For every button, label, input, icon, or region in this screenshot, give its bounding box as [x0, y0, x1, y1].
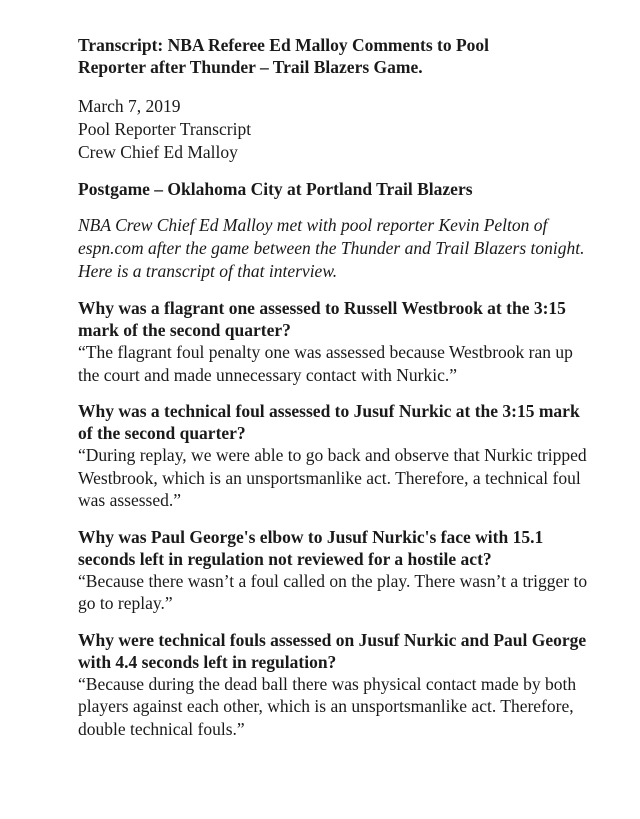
transcript-date: March 7, 2019 — [78, 96, 181, 116]
crew-chief-name: Crew Chief Ed Malloy — [78, 142, 238, 162]
question-text: Why were technical fouls assessed on Jusuf Nurkic and Paul George with 4.4 seconds left in regulation? — [78, 629, 587, 672]
game-subhead: Postgame – Oklahoma City at Portland Trail Blazers — [78, 179, 473, 199]
transcript-page — [78, 34, 598, 754]
question-text: Why was a technical foul assessed to Jusuf Nurkic at the 3:15 mark of the second quarter? — [78, 401, 580, 443]
intro-paragraph: NBA Crew Chief Ed Malloy met with pool reporter Kevin Pelton of espn.com after the game between the Thunder and Trail Blazers tonight. Here is a transcript of that interview. — [78, 215, 585, 281]
qa-item — [78, 629, 598, 741]
question-text: Why was Paul George's elbow to Jusuf Nurkic's face with 15.1 seconds left in regulation not reviewed for a hostile act? — [78, 526, 544, 569]
answer-text: “The flagrant foul penalty one was assessed because Westbrook ran up the court and made unnecessary contact with Nurkic.” — [78, 342, 573, 385]
answer-text: “Because during the dead ball there was physical contact made by both players against each other, which is an unsportsmanlike act. Therefore, double technical fouls.” — [78, 673, 577, 739]
document-meta — [78, 95, 598, 164]
qa-item — [78, 526, 598, 615]
qa-item — [78, 400, 598, 512]
transcript-type: Pool Reporter Transcript — [78, 119, 252, 139]
question-text: Why was a flagrant one assessed to Russell Westbrook at the 3:15 mark of the second quarter? — [78, 298, 566, 340]
answer-text: “Because there wasn’t a foul called on the play. There wasn’t a trigger to go to replay.” — [78, 570, 588, 613]
qa-item — [78, 297, 598, 386]
answer-text: “During replay, we were able to go back and observe that Nurkic tripped Westbrook, which is an unsportsmanlike act. Therefore, a technical foul was assessed.” — [78, 445, 587, 510]
document-title: Transcript: NBA Referee Ed Malloy Comments to Pool Reporter after Thunder – Trail Blazers Game. — [78, 35, 490, 77]
